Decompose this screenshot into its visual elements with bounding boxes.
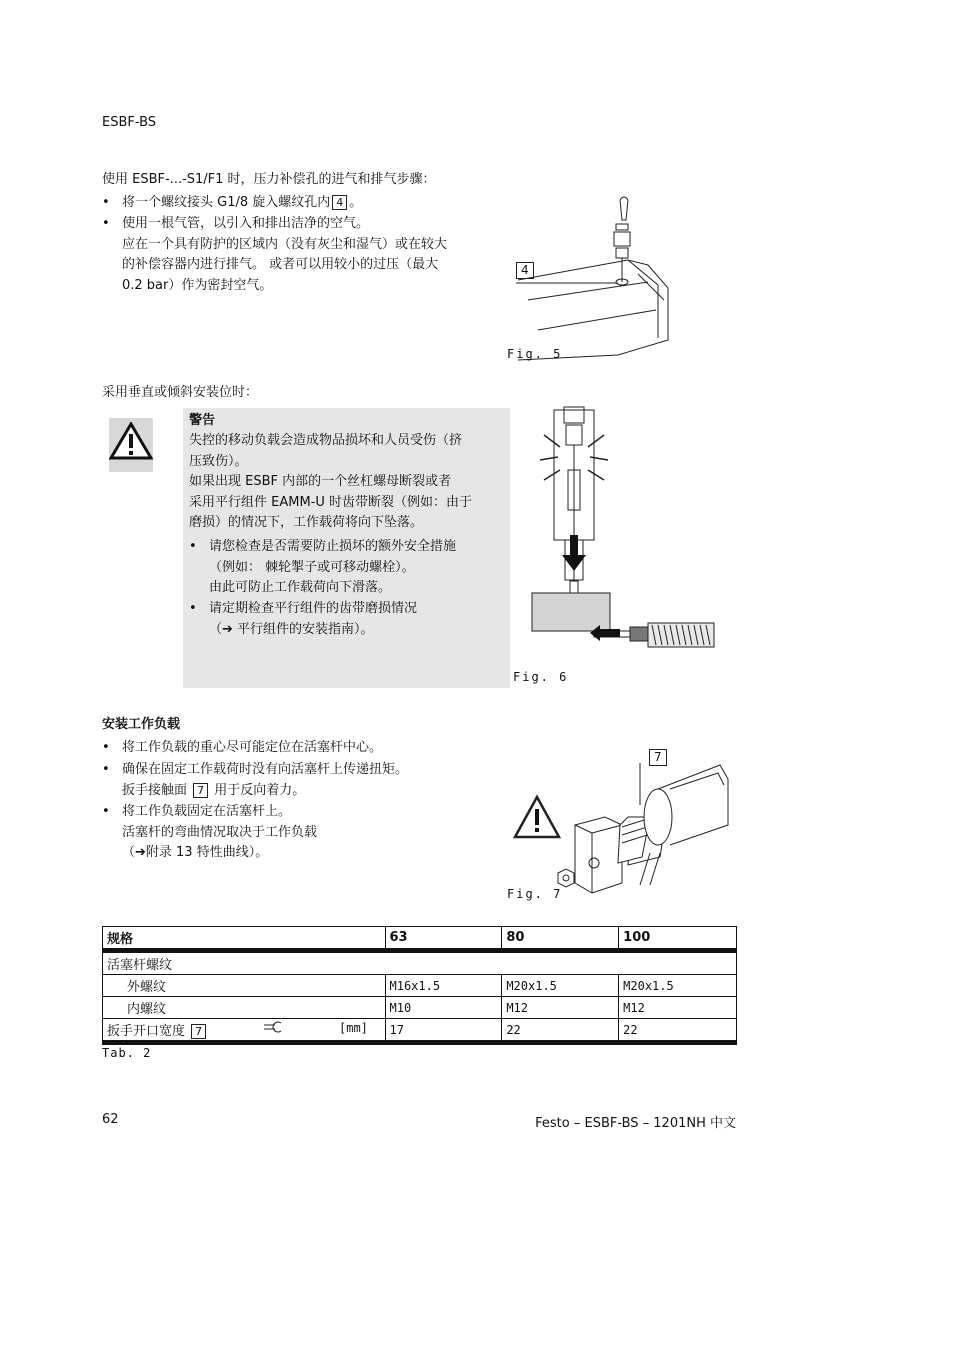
section1-bullet1-text: 将一个螺纹接头 G1/8 旋入螺纹孔内	[122, 195, 331, 210]
warning-bullet2: • 请定期检查平行组件的齿带磨损情况 （➔ 平行组件的安装指南）。	[189, 599, 507, 640]
warning-bullet2-line: 请定期检查平行组件的齿带磨损情况	[209, 601, 418, 616]
figure-6-falling-load-drawing	[530, 405, 720, 655]
ref-box-7: 7	[191, 1024, 206, 1039]
section1-bullet2: • 使用一根气管，以引入和排出洁净的空气。 应在一个具有防护的区域内（没有灰尘和湿气）或在较大 的补偿容器内进行排气。 或者可以用较小的过压（最大 0.2 bar）作为密封空气。	[102, 214, 502, 296]
thread-spec-table	[102, 926, 737, 1045]
unit-label: [mm]	[339, 1021, 368, 1035]
ref-box-4: 4	[332, 195, 347, 210]
table-cell: M12	[502, 997, 619, 1019]
table-cell: 22	[502, 1019, 619, 1043]
section1-bullet2-line: 使用一根气管，以引入和排出洁净的空气。	[122, 216, 370, 231]
table-row-label: 内螺纹	[103, 997, 386, 1019]
section3-heading: 安装工作负载	[102, 717, 181, 732]
warning-line: 磨损）的情况下，工作载荷将向下坠落。	[189, 515, 424, 530]
table-cell: M12	[619, 997, 737, 1019]
figure-5-callout: 4	[516, 262, 534, 279]
warning-title: 警告	[189, 413, 216, 428]
figure-7-label: Fig. 7	[507, 887, 563, 901]
table-header-cell: 100	[619, 927, 737, 951]
warning-bullet1-line: 由此可防止工作载荷向下滑落。	[209, 580, 392, 595]
section3-bullet3: • 将工作负载固定在活塞杆上。 活塞杆的弯曲情况取决于工作负载 （➔附录 13 特性曲线）。	[102, 802, 502, 864]
section3-bullet2: • 确保在固定工作载荷时没有向活塞杆上传递扭矩。 扳手接触面 7 用于反向着力。	[102, 760, 502, 801]
wrench-size-label-cell	[103, 1019, 386, 1043]
warning-line: 压致伤）。	[189, 453, 248, 469]
section3-bullet1-text: 将工作负载的重心尽可能定位在活塞杆中心。	[122, 740, 383, 755]
warning-line: 如果出现 ESBF 内部的一个丝杠螺母断裂或者	[189, 474, 452, 489]
page-number: 62	[102, 1112, 119, 1127]
table-header-row	[103, 927, 737, 951]
table-group-row	[103, 951, 737, 975]
section1-bullet2-line: 应在一个具有防护的区域内（没有灰尘和湿气）或在较大	[122, 236, 448, 252]
doc-code-header: ESBF-BS	[102, 115, 157, 130]
table-row	[103, 975, 737, 997]
section3-bullet2-line2	[122, 781, 502, 802]
section3-bullet3-line: （➔附录 13 特性曲线）。	[122, 845, 269, 860]
table-cell: 17	[385, 1019, 502, 1043]
warning-bullet1: • 请您检查是否需要防止损坏的额外安全措施 （例如： 棘轮掣子或可移动螺栓）。 由此可防止工作载荷向下滑落。	[189, 537, 507, 599]
table-header-cell: 规格	[103, 927, 386, 951]
table-row-wrench	[103, 1019, 737, 1043]
warning-body	[189, 431, 507, 534]
wrench-size-label: 扳手开口宽度	[107, 1024, 186, 1039]
warning-bullet1-line: （例如： 棘轮掣子或可移动螺栓）。	[209, 559, 415, 575]
table-cell: M20x1.5	[619, 975, 737, 997]
warning-line: 采用平行组件 EAMM-U 时齿带断裂（例如：由于	[189, 494, 473, 510]
table-row-label: 外螺纹	[103, 975, 386, 997]
section3-bullet3-line: 将工作负载固定在活塞杆上。	[122, 804, 292, 819]
table-cell: M20x1.5	[502, 975, 619, 997]
figure-7-callout: 7	[649, 749, 667, 766]
ref-box-7: 7	[193, 783, 208, 798]
warning-bullet2-line: （➔ 平行组件的安装指南）。	[209, 621, 374, 637]
table-row	[103, 997, 737, 1019]
warning-triangle-icon	[109, 422, 153, 462]
section3-bullet2-text-a: 扳手接触面	[122, 782, 188, 798]
warning-bullet1-line: 请您检查是否需要防止损坏的额外安全措施	[209, 539, 457, 554]
section3-bullet1: • 将工作负载的重心尽可能定位在活塞杆中心。	[102, 740, 383, 755]
table-cell: M16x1.5	[385, 975, 502, 997]
warning-icon-panel	[109, 418, 153, 472]
section3-bullet2-text-b: 用于反向着力。	[214, 782, 306, 798]
table-cell: 22	[619, 1019, 737, 1043]
warning-line: 失控的移动负载会造成物品损坏和人员受伤（挤	[189, 433, 463, 448]
table-header-cell: 80	[502, 927, 619, 951]
figure-7-load-mounting-drawing	[510, 745, 730, 895]
figure-5-label: Fig. 5	[507, 347, 563, 361]
section1-bullet2-line: 的补偿容器内进行排气。 或者可以用较小的过压（最大	[122, 257, 439, 272]
section1-bullet1-end: 。	[349, 195, 363, 210]
table-header-cell: 63	[385, 927, 502, 951]
wrench-icon	[263, 1020, 283, 1038]
table-cell: M10	[385, 997, 502, 1019]
table-caption: Tab. 2	[102, 1046, 152, 1060]
figure-6-label: Fig. 6	[513, 670, 569, 684]
section1-bullet2-line: 0.2 bar）作为密封空气。	[122, 277, 273, 293]
section2-intro: 采用垂直或倾斜安装位时：	[102, 385, 259, 400]
document-reference: Festo – ESBF-BS – 1201NH 中文	[535, 1116, 736, 1131]
section1-intro: 使用 ESBF-...-S1/F1 时，压力补偿孔的进气和排气步骤：	[102, 172, 436, 187]
section3-bullet2-line1: 确保在固定工作载荷时没有向活塞杆上传递扭矩。	[122, 762, 409, 777]
section3-bullet3-line: 活塞杆的弯曲情况取决于工作负载	[122, 824, 318, 840]
section1-bullet1: • 将一个螺纹接头 G1/8 旋入螺纹孔内 4 。	[102, 195, 363, 210]
table-group-label: 活塞杆螺纹	[103, 951, 737, 975]
